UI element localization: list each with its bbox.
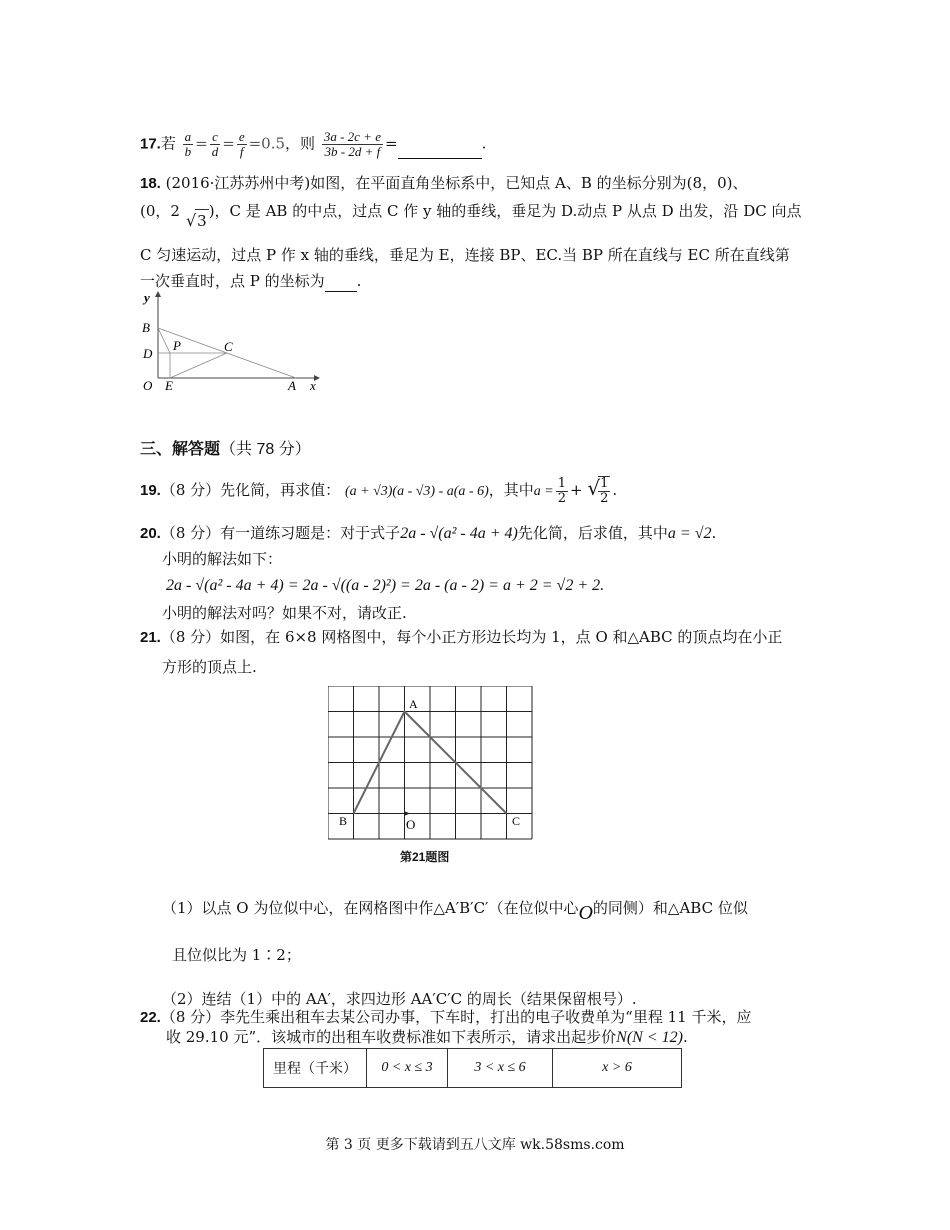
q21-sub1: （1）以点 O 为位似中心，在网格图中作△A′B′C′（在位似中心O的同侧）和△ABC 位似 [162,899,748,924]
section-heading: 三、解答题（共 78 分） [140,441,311,458]
q20-line3: 2a - √(a² - 4a + 4) = 2a - √((a - 2)²) = 2a - (a - 2) = a + 2 = √2 + 2. [166,577,605,594]
table-cell: x > 6 [553,1049,682,1088]
q21-sub2: （2）连结（1）中的 AA′，求四边形 AA′C′C 的周长（结果保留根号）. [162,990,637,1008]
q17-number: 17. [140,135,161,153]
fraction-c-d: $\frac{c}{d}$ [211,129,219,159]
q20-line2: 小明的解法如下： [162,550,283,568]
q21-line1: 21.（8 分）如图，在 6×8 网格图中，每个小正方形边长均为 1，点 O 和△ABC 的顶点均在小正 [140,628,783,646]
q20-line1: 20.（8 分）有一道练习题是：对于式子2a - √(a² - 4a + 4)先化简，后求值，其中a = √2. [140,524,717,542]
fraction-e-f: $\frac{e}{f}$ [238,129,245,159]
label-O: O [406,817,416,832]
label-O: O [143,378,153,393]
q22-line1: 22.（8 分）李先生乘出租车去某公司办事，下车时，打出的电子收费单为“里程 11 千米，应 [140,1008,752,1026]
q18-coordinate-figure [138,288,328,398]
table-cell: 里程（千米） [264,1049,367,1088]
label-A: A [288,378,296,393]
q18-line3: C 匀速运动，过点 P 作 x 轴的垂线，垂足为 E，连接 BP、EC.当 BP 所在直线与 EC 所在直线第 [140,246,790,264]
q19-line: 19.（8 分）先化简，再求值： (a + √3)(a - √3) - a(a - 6)，其中a = $\frac{1}{2}$ + √ $\frac{1}{2}$ . [140,475,618,506]
q21-caption: 第21题图 [400,850,450,864]
table-cell: 0 < x ≤ 3 [367,1049,448,1088]
label-x: x [310,378,316,393]
q21-sub1-line2: 且位似比为 1∶2； [172,946,301,964]
q22-line2: 收 29.10 元”．该城市的出租车收费标准如下表所示，请求出起步价N(N < 12). [166,1028,688,1046]
q17-line: 17.若 $\frac{a}{b}$ = $\frac{c}{d}$ = $\frac{e}{f}$ =0.5，则 $\frac{3a - 2c + e}{3b - 2d + f}$ = . [140,129,487,159]
fare-table [263,1048,682,1088]
table-row [264,1049,682,1088]
label-E: E [165,378,173,393]
label-B: B [142,320,150,335]
q18-line1: 18. (2016·江苏苏州中考)如图，在平面直角坐标系中，已知点 A、B 的坐标分别为(8，0)、 [140,174,748,192]
label-P: P [173,338,181,353]
sqrt-one-half: $\frac{1}{2}$ [600,476,609,506]
label-B: B [339,814,348,828]
q21-grid-figure [328,686,538,841]
label-A: A [409,697,418,711]
answer-blank [325,291,357,292]
q21-line2: 方形的顶点上. [162,658,257,676]
q18-line4: 一次垂直时，点 P 的坐标为 . [140,272,362,290]
label-C: C [224,339,233,354]
label-y: y [144,290,150,305]
q18-line2: (0，2 √3)，C 是 AB 的中点，过点 C 作 y 轴的垂线，垂足为 D.动点 P 从点 D 出发，沿 DC 向点 [140,202,802,230]
fraction-a-b: $\frac{a}{b}$ [184,129,192,159]
page-footer: 第 3 页 更多下载请到五八文库 wk.58sms.com [325,1137,625,1153]
q20-line4: 小明的解法对吗？如果不对，请改正. [162,604,407,622]
label-C: C [512,814,521,828]
answer-blank [398,158,482,159]
label-D: D [143,346,153,361]
table-cell: 3 < x ≤ 6 [448,1049,553,1088]
target-fraction: $\frac{3a - 2c + e}{3b - 2d + f}$ [323,129,381,159]
fraction-one-half: $\frac{1}{2}$ [557,475,566,506]
